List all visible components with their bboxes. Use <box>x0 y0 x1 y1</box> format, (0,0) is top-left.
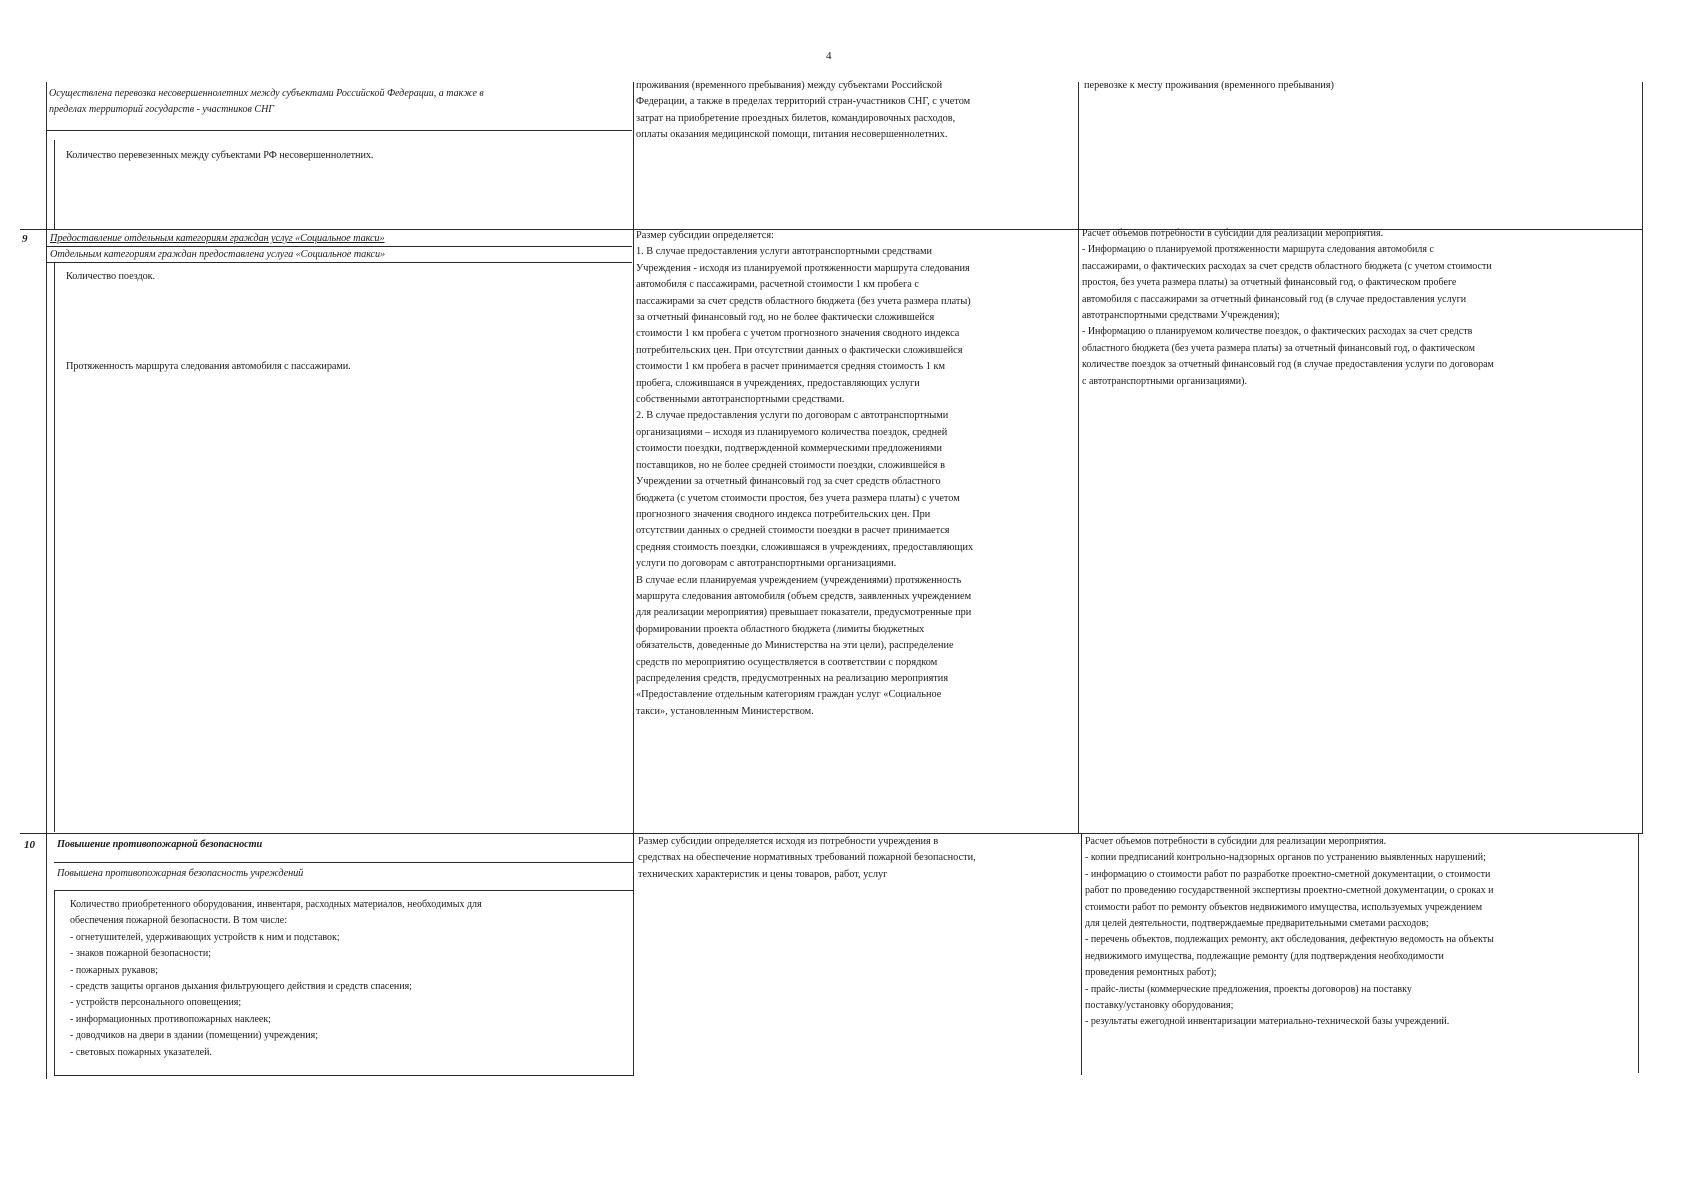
row10-col2-text <box>638 834 976 883</box>
row9-col3-line: - Информацию о планируемом количестве поездок, о фактических расходах за счет средств <box>1082 326 1473 338</box>
row10-col3-text <box>1085 834 1494 1031</box>
row9-col2-line: прогнозного значения сводного индекса потребительских цен. При <box>636 508 931 520</box>
row9-number: 9 <box>22 233 28 245</box>
row9-col2-line: поставщиков, но не более средней стоимости поездки, сложившейся в <box>636 459 945 471</box>
row10-col3-line: - информацию о стоимости работ по разработке проектно-сметной документации, о стоимости <box>1085 868 1491 880</box>
row9-col3-text <box>1082 226 1494 390</box>
row9-col2-line: за отчетный финансовый год, но не более фактически сложившейся <box>636 312 935 324</box>
row10-col1-right-border <box>633 833 634 1076</box>
row10-col3-line: поставку/установку оборудования; <box>1085 1000 1234 1012</box>
row9-col2-line: услуги по договорам с автотранспортными организациями. <box>636 558 897 570</box>
row10-indicator-box-bottom <box>54 1075 634 1076</box>
row9-col2-line: маршрута следования автомобиля (объем средств, заявленных учреждением <box>636 590 972 602</box>
row9-col3-line: - Информацию о планируемой протяженности маршрута следования автомобиля с <box>1082 244 1434 256</box>
row10-col3-line: - копии предписаний контрольно-надзорных органов по устранению выявленных нарушений; <box>1085 852 1486 864</box>
row9-col2-line: организациями – исходя из планируемого количества поездок, средней <box>636 426 948 438</box>
row1-col2-right-border <box>1078 82 1079 230</box>
row9-indicator-route-length: Протяженность маршрута следования автомобиля с пассажирами. <box>66 361 351 372</box>
row9-col2-line: «Предоставление отдельным категориям граждан услуг «Социальное <box>636 689 942 701</box>
row9-col2-line: для реализации мероприятия) превышает показатели, предусмотренные при <box>636 607 972 619</box>
page-number: 4 <box>826 50 832 62</box>
row10-indicator-line: - световых пожарных указателей. <box>70 1046 212 1058</box>
row1-col2-line: оплаты оказания медицинской помощи, питания несовершеннолетних. <box>636 129 948 141</box>
row9-col1-right-border <box>633 229 634 834</box>
row10-indicator-line: - огнетушителей, удерживающих устройств к ним и подставок; <box>70 931 340 943</box>
row9-col2-line: стоимости поездки, подтвержденной коммерческими предложениями <box>636 443 943 455</box>
row9-col2-line: средняя стоимость поездки, сложившаяся в учреждениях, предоставляющих <box>636 541 974 553</box>
row1-task-line: Осуществлена перевозка несовершеннолетних между субъектами Российской Федерации, а также в <box>49 88 484 99</box>
row9-col3-right-border <box>1642 229 1643 834</box>
row9-col2-line: В случае если планируемая учреждением (учреждениями) протяженность <box>636 574 962 586</box>
row10-indicator-line: - устройств персонального оповещения; <box>70 997 242 1009</box>
row1-col2-text <box>636 78 970 144</box>
row1-task-underline <box>46 130 632 131</box>
row10-indicator-line: - пожарных рукавов; <box>70 964 159 976</box>
row1-task-line: пределах территорий государств - участников СНГ <box>49 104 274 116</box>
row9-col2-line: Учреждения - исходя из планируемой протяженности маршрута следования <box>636 262 970 274</box>
row10-col3-line: проведения ремонтных работ); <box>1085 967 1217 979</box>
row10-col3-line: - результаты ежегодной инвентаризации материально-технической базы учреждений. <box>1085 1016 1450 1028</box>
row10-col3-line: - прайс-листы (коммерческие предложения, проекты договоров) на поставку <box>1085 983 1412 995</box>
row9-col2-line: 2. В случае предоставления услуги по договорам с автотранспортными <box>636 410 949 422</box>
row1-left-border <box>46 82 47 232</box>
row1-col3-text <box>1084 78 1334 94</box>
row9-col3-line: количестве поездок за отчетный финансовый год (в случае предоставления услуги по договорам <box>1082 359 1494 371</box>
row9-col3-line: Расчет объемов потребности в субсидии для реализации мероприятия. <box>1082 228 1384 239</box>
row10-indicator-box-left <box>54 890 55 1076</box>
row10-result-underline <box>54 890 634 891</box>
row10-event-title: Повышение противопожарной безопасности <box>57 839 263 850</box>
row10-indicator-line: обеспечения пожарной безопасности. В том числе: <box>70 915 288 927</box>
row9-col3-line: простоя, без учета размера платы) за отчетный финансовый год, о фактическом пробеге <box>1082 277 1457 289</box>
row1-col3-line: перевозке к месту проживания (временного пребывания) <box>1084 80 1334 91</box>
row9-col2-line: Учреждении за отчетный финансовый год за счет средств областного <box>636 476 941 488</box>
row10-col3-line: - перечень объектов, подлежащих ремонту, акт обследования, дефектную ведомость на объекты <box>1085 934 1494 946</box>
row10-indicator-line: - доводчиков на двери в здании (помещении) учреждения; <box>70 1030 318 1042</box>
row9-col3-line: пассажирами, о фактических расходах за счет средств областного бюджета (с учетом стоимости <box>1082 260 1492 272</box>
row10-indicator-line: Количество приобретенного оборудования, инвентаря, расходных материалов, необходимых для <box>70 899 482 910</box>
row10-number: 10 <box>24 839 35 851</box>
row9-col2-right-border <box>1078 229 1079 834</box>
row9-col3-line: автомобиля с пассажирами за отчетный финансовый год (в случае предоставления услуги <box>1082 293 1467 305</box>
row10-col3-line: работ по проведению государственной экспертизы проектно-сметной документации, о сроках и <box>1085 885 1494 897</box>
row9-indicator-box-left <box>54 262 55 832</box>
row1-col1-right-border <box>633 82 634 230</box>
row1-indicator: Количество перевезенных между субъектами РФ несовершеннолетних. <box>66 150 374 161</box>
row1-col3-right-border <box>1642 82 1643 230</box>
row10-col3-right-border <box>1638 833 1639 1073</box>
row10-title-underline <box>54 862 634 863</box>
row9-left-border <box>46 229 47 834</box>
row10-col2-line: средствах на обеспечение нормативных требований пожарной безопасности, <box>638 852 976 864</box>
row10-col2-line: Размер субсидии определяется исходя из потребности учреждения в <box>638 836 939 847</box>
row9-col2-line: такси», установленным Министерством. <box>636 705 814 717</box>
row9-col2-line: обязательств, доведенные до Министерства на эти цели), распределение <box>636 640 954 652</box>
row9-col2-line: отсутствии данных о средней стоимости поездки в расчет принимается <box>636 525 950 537</box>
row9-col2-line: средств по мероприятию осуществляется в соответствии с порядком <box>636 656 938 668</box>
row9-col2-line: формировании проекта областного бюджета (лимиты бюджетных <box>636 623 925 635</box>
row1-col2-line: Федерации, а также в пределах территорий стран-участников СНГ, с учетом <box>636 96 971 108</box>
row9-col2-line: пробега, сложившаяся в учреждениях, предоставляющих услуги <box>636 377 920 389</box>
row9-result-title: Отдельным категориям граждан предоставлена услуга «Социальное такси» <box>50 249 386 260</box>
row1-col2-line: затрат на приобретение проездных билетов, командировочных расходов, <box>636 112 956 124</box>
row9-indicator-trips: Количество поездок. <box>66 271 156 282</box>
row9-col2-line: бюджета (с учетом стоимости простоя, без учета размера платы) с учетом <box>636 492 960 504</box>
row10-col3-line: Расчет объемов потребности в субсидии для реализации мероприятия. <box>1085 836 1387 847</box>
row10-col2-line: технических характеристик и цены товаров, работ, услуг <box>638 868 888 880</box>
row9-event-title: Предоставление отдельным категориям граждан услуг «Социальное такси» <box>50 233 385 244</box>
row9-col2-line: 1. В случае предоставления услуги автотранспортными средствами <box>636 246 933 258</box>
row9-col3-line: областного бюджета (без учета размера платы) за отчетный финансовый год, о фактическом <box>1082 342 1475 354</box>
row10-indicator-line: - знаков пожарной безопасности; <box>70 948 211 960</box>
row9-col2-line: потребительских цен. При отсутствии данных о фактически сложившейся <box>636 344 963 356</box>
row9-col2-line: распределения средств, предусмотренных на реализацию мероприятия <box>636 672 949 684</box>
row10-col3-line: для целей деятельности, подтверждаемые предварительными сметами расходов; <box>1085 918 1429 930</box>
row10-col3-line: недвижимого имущества, подлежащие ремонту (для подтверждения необходимости <box>1085 950 1444 962</box>
row10-left-border <box>46 833 47 1079</box>
row9-col2-line: автомобиля с пассажирами, расчетной стоимости 1 км пробега с <box>636 279 919 291</box>
row10-indicator-line: - средств защиты органов дыхания фильтрующего действия и средств спасения; <box>70 981 412 993</box>
row9-col2-line: стоимости 1 км пробега с учетом прогнозного значения сводного индекса <box>636 328 960 340</box>
row1-task-label <box>49 86 484 119</box>
row10-indicator-text <box>70 897 482 1061</box>
row9-col2-line: стоимости 1 км пробега в расчет принимается средняя стоимость 1 км <box>636 361 946 373</box>
row9-col2-line: собственными автотранспортными средствами. <box>636 394 845 406</box>
row9-col2-line: Размер субсидии определяется: <box>636 230 774 241</box>
row10-result-title: Повышена противопожарная безопасность учреждений <box>57 868 304 879</box>
row10-col2-right-border <box>1081 833 1082 1075</box>
row9-col2-text <box>636 228 973 720</box>
row9-col2-line: пассажирами за счет средств областного бюджета (без учета размера платы) <box>636 295 971 307</box>
row10-col3-line: стоимости работ по ремонту объектов недвижимого имущества, используемых учреждением <box>1085 901 1483 913</box>
row9-col3-line: автотранспортными средствами Учреждения); <box>1082 310 1280 322</box>
row1-col2-line: проживания (временного пребывания) между субъектами Российской <box>636 80 943 91</box>
row9-col3-line: с автотранспортными организациями). <box>1082 375 1247 387</box>
row1-indicator-box-left <box>54 140 55 230</box>
row10-indicator-line: - информационных противопожарных наклеек; <box>70 1013 271 1025</box>
